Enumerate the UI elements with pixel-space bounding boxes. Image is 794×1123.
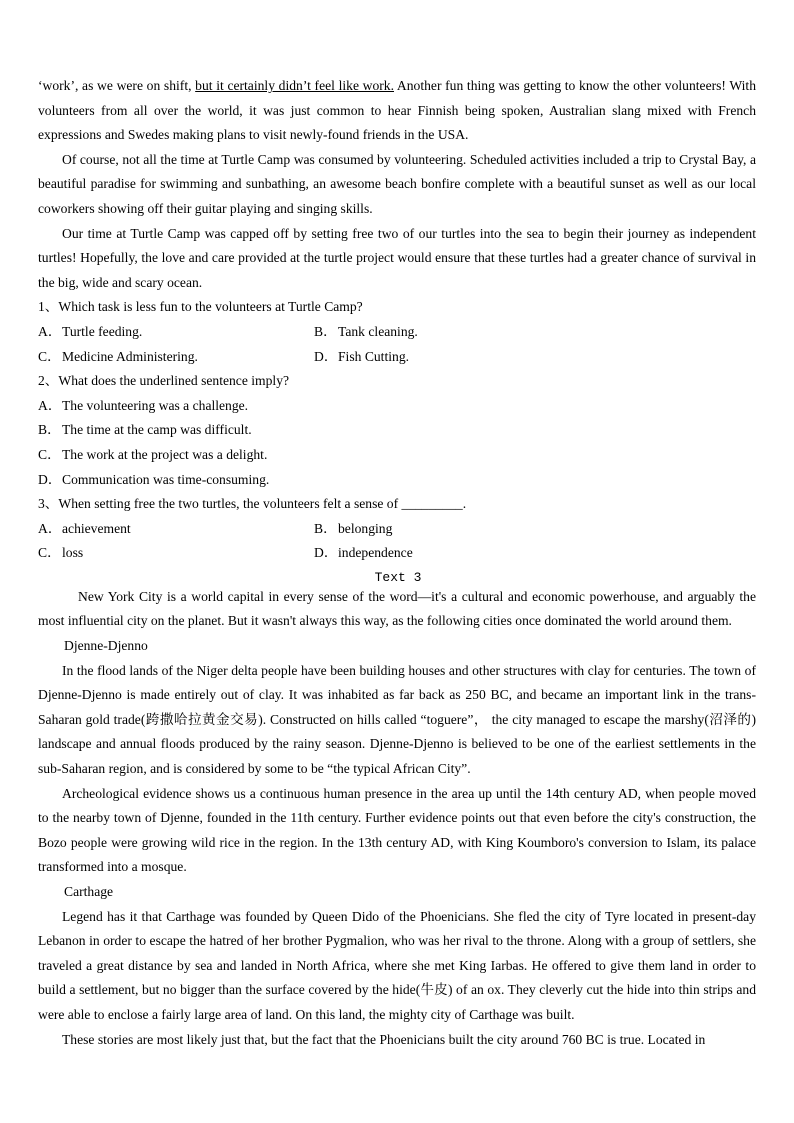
passage-paragraph: Of course, not all the time at Turtle Camp was consumed by volunteering. Scheduled activities included a trip to Crystal Bay, a beautiful paradise for swimming and sunbathing, an awesome beach bonfire complete with a beautiful sunset as well as our local coworkers showing off their guitar playing and singing skills.: [38, 151, 756, 216]
question-3: [38, 492, 756, 566]
option-label: C．: [38, 446, 61, 462]
text-span: ‘work’, as we were on shift,: [38, 78, 196, 93]
body-paragraph: These stories are most likely just that, but the fact that the Phoenicians built the city around 760 BC is true. Located in: [62, 1031, 706, 1047]
body-paragraph: Archeological evidence shows us a continuous human presence in the area up until the 14th century AD, when people moved to the nearby town of Djenne, founded in the 11th century. Further evidence points out that even before the city's construction, the Bozo people were growing wild rice in the region. In the 13th century AD, with King Koumboro's conversion to Islam, its palace transformed into a mosque.: [38, 785, 756, 875]
option-label: C．: [38, 348, 61, 364]
text-span: Another fun thing was getting to know the other volunteers! With volunteers from all over the world, it was just common to hear Finnish being spoken, Australian slang mixed with French expressions and Swedes making plans to visit newly-found friends in the USA.: [38, 78, 757, 143]
option-b[interactable]: [38, 418, 756, 443]
option-c[interactable]: [38, 345, 314, 370]
intro-paragraph: New York City is a world capital in every sense of the word—it's a cultural and economic powerhouse, and arguably the most influential city on the planet. But it wasn't always this way, as the following cities once dominated the world around them.: [38, 588, 756, 629]
option-text: Communication was time-consuming.: [62, 471, 270, 487]
option-text: independence: [338, 545, 413, 561]
option-text: Tank cleaning.: [338, 323, 418, 339]
subheading-djenne-djenno: Djenne-Djenno: [64, 638, 148, 654]
option-row: [38, 345, 756, 370]
option-text: Fish Cutting.: [338, 348, 410, 364]
body-paragraph: Legend has it that Carthage was founded by Queen Dido of the Phoenicians. She fled the city of Tyre located in present-day Lebanon in order to escape the hatred of her brother Pygmalion, who was her rival to the throne. Along with a group of settlers, she traveled a great distance by sea and landed in North Africa, where she met King Iarbas. He offered to give them land in order to build a settlement, but no bigger than the surface covered by the hide(牛皮) of an ox. They cleverly cut the hide into thin strips and were able to enclose a fairly large area of land. On this land, the mighty city of Carthage was built.: [38, 908, 756, 1022]
option-c[interactable]: [38, 541, 314, 566]
body-paragraph: In the flood lands of the Niger delta people have been building houses and other structures with clay for centuries. The town of Djenne-Djenno is made entirely out of clay. It was inhabited as far back as 250 BC, and became an important link in the trans-Saharan gold trade(跨撒哈拉黄金交易). Constructed on hills called “toguere”， the city managed to escape the marshy(沼泽的) landscape and annual floods produced by the rainy season. Djenne-Djenno is believed to be one of the earliest settlements in the sub-Saharan region, and is considered by some to be “the typical African City”.: [38, 662, 756, 777]
question-1: [38, 295, 756, 369]
option-text: achievement: [62, 520, 131, 536]
option-label: D．: [38, 471, 62, 487]
passage-paragraph: Our time at Turtle Camp was capped off by setting free two of our turtles into the sea to begin their journey as independent turtles! Hopefully, the love and care provided at the turtle project would ensure that these turtles had a greater chance of survival in the big, wide and scary ocean.: [38, 225, 756, 290]
option-text: The work at the project was a delight.: [62, 446, 268, 462]
option-label: C．: [38, 545, 61, 561]
option-text: belonging: [338, 520, 393, 536]
underlined-sentence: but it certainly didn’t feel like work.: [195, 78, 394, 93]
option-text: The time at the camp was difficult.: [62, 422, 252, 438]
option-b[interactable]: [314, 320, 590, 345]
passage-paragraph: [38, 74, 756, 148]
option-text: The volunteering was a challenge.: [62, 397, 249, 413]
option-text: Medicine Administering.: [62, 348, 198, 364]
option-d[interactable]: [38, 468, 756, 493]
option-label: B．: [314, 520, 337, 536]
option-a[interactable]: [38, 394, 756, 419]
option-d[interactable]: [314, 345, 590, 370]
section-title: Text 3: [374, 569, 422, 585]
question-stem: 2、What does the underlined sentence imply?: [38, 373, 290, 389]
document-page: [38, 74, 756, 1052]
option-text: loss: [62, 545, 84, 561]
question-2: [38, 369, 756, 492]
option-b[interactable]: [314, 517, 590, 542]
option-a[interactable]: [38, 517, 314, 542]
subheading-carthage: Carthage: [64, 884, 114, 899]
option-label: B．: [38, 422, 61, 438]
option-label: A．: [38, 520, 62, 536]
question-stem: 1、Which task is less fun to the volunteers at Turtle Camp?: [38, 299, 363, 315]
option-label: D．: [314, 348, 338, 364]
question-stem: 3、When setting free the two turtles, the volunteers felt a sense of _________.: [38, 496, 467, 512]
option-row: [38, 320, 756, 345]
option-label: D．: [314, 545, 338, 561]
option-row: [38, 517, 756, 542]
option-c[interactable]: [38, 443, 756, 468]
option-a[interactable]: [38, 320, 314, 345]
option-label: A．: [38, 397, 62, 413]
option-text: Turtle feeding.: [62, 323, 143, 339]
option-row: [38, 541, 756, 566]
option-d[interactable]: [314, 541, 590, 566]
option-label: B．: [314, 323, 337, 339]
option-label: A．: [38, 323, 62, 339]
